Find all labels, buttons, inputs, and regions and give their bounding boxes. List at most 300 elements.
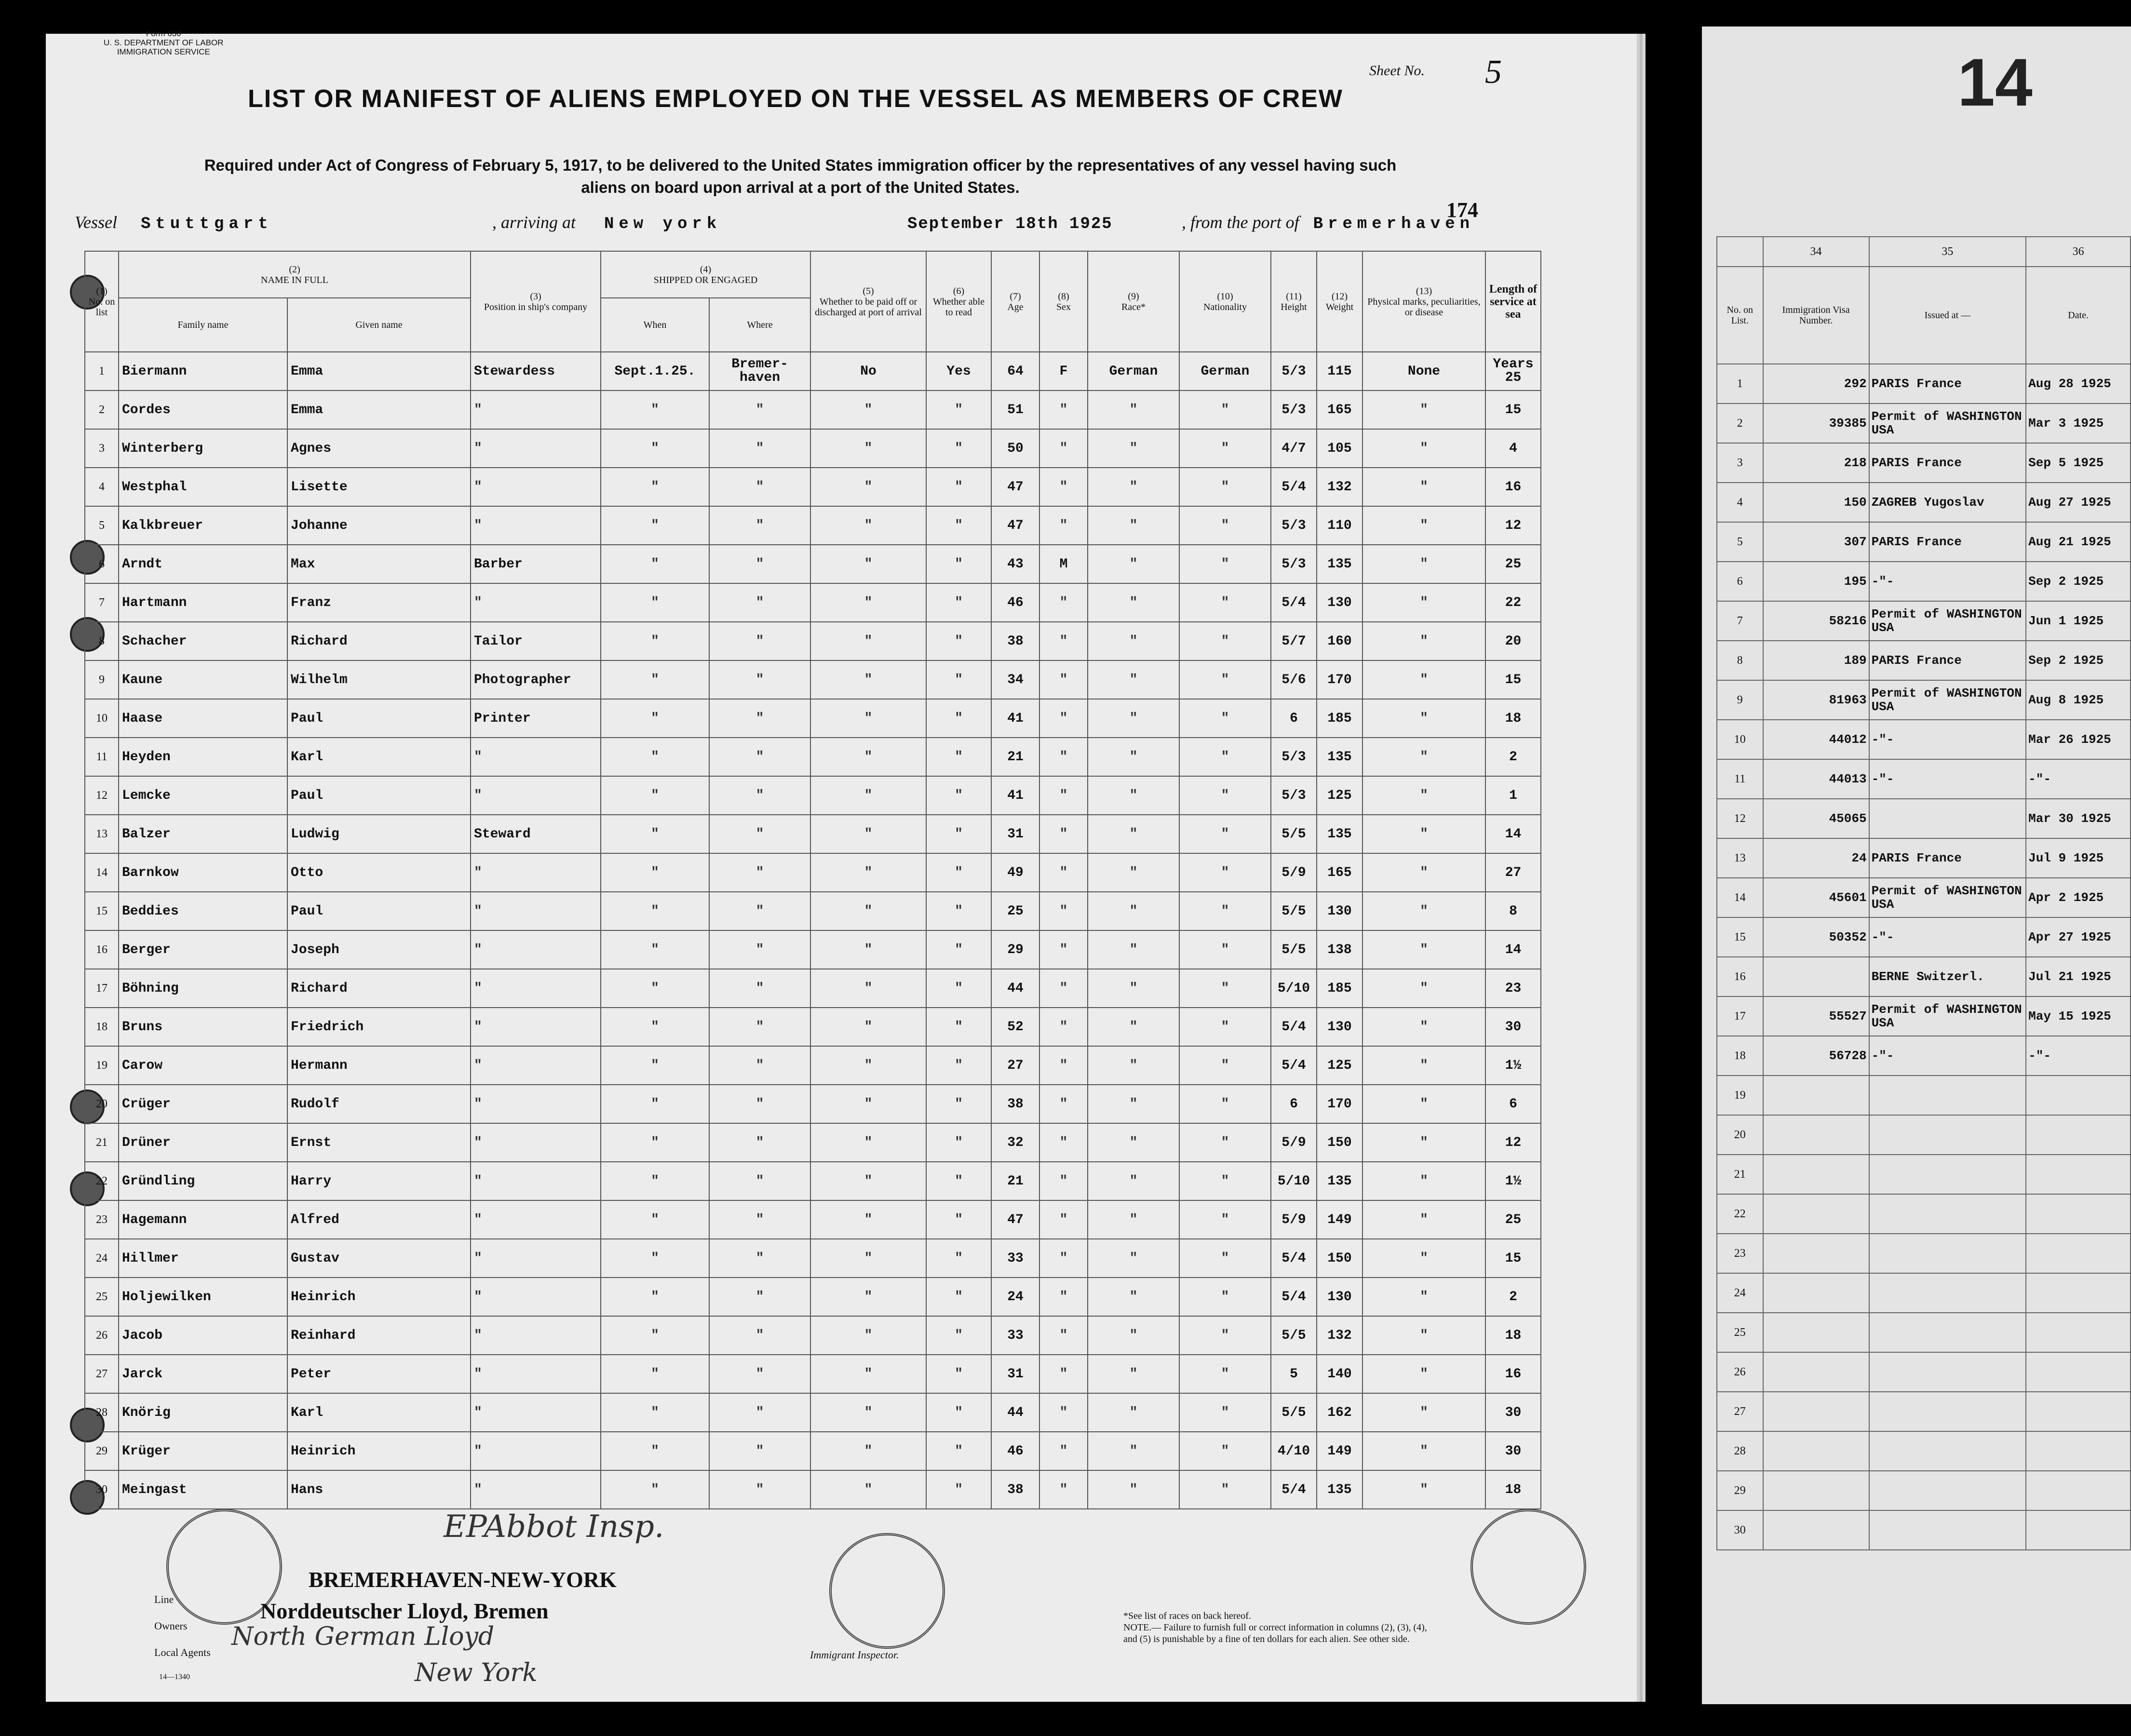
family-name-cell: Berger <box>119 930 287 969</box>
shipped-where-cell: " <box>709 390 810 429</box>
able-to-read-cell: " <box>926 1432 991 1470</box>
age-cell: 49 <box>991 853 1039 892</box>
issued-at-cell: Permit of WASHINGTON USA <box>1869 878 2026 917</box>
visa-table <box>1716 236 2131 1550</box>
shipped-when-cell: Sept.1.25. <box>601 352 709 390</box>
given-name-cell: Franz <box>287 583 471 622</box>
race-cell: " <box>1088 815 1179 853</box>
list-number-cell: 10 <box>85 699 119 738</box>
issued-at-cell: ZAGREB Yugoslav <box>1869 483 2026 522</box>
shipped-where-cell: " <box>709 738 810 776</box>
table-row <box>85 1316 1541 1355</box>
paid-off-cell: " <box>810 815 926 853</box>
marks-cell: " <box>1362 468 1485 506</box>
weight-cell: 135 <box>1317 1470 1362 1509</box>
visa-date-cell: -"- <box>2026 1036 2131 1076</box>
position-cell: " <box>471 853 601 892</box>
height-cell: 5/4 <box>1271 468 1317 506</box>
age-cell: 47 <box>991 506 1039 545</box>
visa-row <box>1717 483 2131 522</box>
position-cell: Steward <box>471 815 601 853</box>
given-name-header: Given name <box>287 298 471 352</box>
col-name-header: (2) NAME IN FULL <box>119 251 471 298</box>
col-nationality-header: (10) Nationality <box>1179 251 1271 352</box>
nationality-cell: " <box>1179 892 1271 930</box>
marks-cell: " <box>1362 1355 1485 1393</box>
vessel-name: Stuttgart <box>140 215 273 233</box>
issued-at-cell: -"- <box>1869 759 2026 799</box>
service-cell: 1½ <box>1485 1046 1541 1085</box>
able-to-read-cell: " <box>926 853 991 892</box>
service-cell: 30 <box>1485 1393 1541 1432</box>
service-cell: 12 <box>1485 506 1541 545</box>
shipped-where-cell: " <box>709 1278 810 1316</box>
race-cell: " <box>1088 738 1179 776</box>
table-row <box>85 1085 1541 1123</box>
shipped-where-cell: " <box>709 1470 810 1509</box>
visa-row <box>1717 443 2131 483</box>
table-row <box>85 429 1541 468</box>
service-cell: 8 <box>1485 892 1541 930</box>
able-to-read-cell: " <box>926 930 991 969</box>
issued-at-cell: PARIS France <box>1869 522 2026 562</box>
race-cell: " <box>1088 969 1179 1008</box>
visa-list-no-cell: 20 <box>1717 1115 1763 1155</box>
race-cell: " <box>1088 468 1179 506</box>
family-name-cell: Schacher <box>119 622 287 660</box>
weight-cell: 170 <box>1317 660 1362 699</box>
visa-date-cell <box>2026 1194 2131 1234</box>
given-name-cell: Karl <box>287 1393 471 1432</box>
visa-date-cell: Mar 30 1925 <box>2026 799 2131 838</box>
shipped-when-cell: " <box>601 1316 709 1355</box>
shipped-where-cell: " <box>709 1393 810 1432</box>
weight-cell: 185 <box>1317 969 1362 1008</box>
race-cell: " <box>1088 892 1179 930</box>
table-row <box>85 545 1541 583</box>
age-cell: 24 <box>991 1278 1039 1316</box>
nationality-cell: " <box>1179 815 1271 853</box>
paid-off-cell: " <box>810 969 926 1008</box>
marks-cell: " <box>1362 853 1485 892</box>
visa-date-cell: Jul 9 1925 <box>2026 838 2131 878</box>
given-name-cell: Richard <box>287 969 471 1008</box>
service-cell: 2 <box>1485 1278 1541 1316</box>
marks-cell: " <box>1362 930 1485 969</box>
col-service-header: Length of service at sea <box>1485 251 1541 352</box>
weight-cell: 185 <box>1317 699 1362 738</box>
able-to-read-cell: " <box>926 1278 991 1316</box>
visa-row <box>1717 1194 2131 1234</box>
service-cell: 18 <box>1485 1470 1541 1509</box>
age-cell: 41 <box>991 776 1039 815</box>
height-cell: 5/3 <box>1271 506 1317 545</box>
race-cell: " <box>1088 1239 1179 1278</box>
col-paid-header: (5) Whether to be paid off or discharged at port of arrival <box>810 251 926 352</box>
paid-off-cell: " <box>810 699 926 738</box>
marks-cell: " <box>1362 1046 1485 1085</box>
paid-off-cell: " <box>810 583 926 622</box>
age-cell: 46 <box>991 1432 1039 1470</box>
visa-number-cell <box>1763 1510 1869 1550</box>
shipped-when-cell: " <box>601 1470 709 1509</box>
race-cell: " <box>1088 853 1179 892</box>
issued-at-cell <box>1869 1273 2026 1313</box>
age-cell: 44 <box>991 969 1039 1008</box>
crew-table <box>84 251 1541 1509</box>
issued-at-cell: -"- <box>1869 562 2026 601</box>
visa-row <box>1717 1115 2131 1155</box>
marks-cell: " <box>1362 969 1485 1008</box>
nationality-cell: " <box>1179 853 1271 892</box>
visa-list-no-cell: 22 <box>1717 1194 1763 1234</box>
visa-row <box>1717 1471 2131 1510</box>
table-row <box>85 930 1541 969</box>
position-cell: " <box>471 468 601 506</box>
visa-number-cell <box>1763 1273 1869 1313</box>
visa-number-cell: 44013 <box>1763 759 1869 799</box>
height-cell: 5/3 <box>1271 390 1317 429</box>
service-cell: 30 <box>1485 1008 1541 1046</box>
able-to-read-cell: " <box>926 815 991 853</box>
weight-cell: 165 <box>1317 853 1362 892</box>
height-cell: 5/5 <box>1271 1393 1317 1432</box>
race-cell: " <box>1088 1046 1179 1085</box>
visa-row <box>1717 1234 2131 1273</box>
family-name-cell: Knörig <box>119 1393 287 1432</box>
height-cell: 5 <box>1271 1355 1317 1393</box>
shipped-when-cell: " <box>601 815 709 853</box>
able-to-read-cell: " <box>926 390 991 429</box>
shipped-where-cell: " <box>709 429 810 468</box>
family-name-cell: Cordes <box>119 390 287 429</box>
visa-date-cell: Aug 27 1925 <box>2026 483 2131 522</box>
col-marks-header: (13) Physical marks, peculiarities, or disease <box>1362 251 1485 352</box>
age-cell: 47 <box>991 468 1039 506</box>
table-row <box>85 622 1541 660</box>
race-cell: " <box>1088 1008 1179 1046</box>
family-name-cell: Kaune <box>119 660 287 699</box>
paid-off-cell: " <box>810 1316 926 1355</box>
shipped-when-cell: " <box>601 390 709 429</box>
race-cell: " <box>1088 1278 1179 1316</box>
table-row <box>85 1046 1541 1085</box>
weight-cell: 135 <box>1317 738 1362 776</box>
list-number-cell: 2 <box>85 390 119 429</box>
visa-row <box>1717 522 2131 562</box>
shipped-where-cell: Bremer- haven <box>709 352 810 390</box>
marks-cell: " <box>1362 390 1485 429</box>
paid-off-cell: " <box>810 390 926 429</box>
age-cell: 43 <box>991 545 1039 583</box>
issued-at-cell: PARIS France <box>1869 364 2026 404</box>
visa-list-no-cell: 30 <box>1717 1510 1763 1550</box>
race-cell: German <box>1088 352 1179 390</box>
visa-number-cell: 45601 <box>1763 878 1869 917</box>
nationality-cell: " <box>1179 1008 1271 1046</box>
list-number-cell: 9 <box>85 660 119 699</box>
shipped-where-cell: " <box>709 853 810 892</box>
weight-cell: 170 <box>1317 1085 1362 1123</box>
table-row <box>85 738 1541 776</box>
shipped-when-cell: " <box>601 1046 709 1085</box>
visa-list-no-cell: 2 <box>1717 404 1763 443</box>
able-to-read-cell: " <box>926 468 991 506</box>
height-cell: 5/10 <box>1271 1162 1317 1200</box>
family-name-cell: Biermann <box>119 352 287 390</box>
paid-off-cell: " <box>810 1008 926 1046</box>
from-label: , from the port of <box>1182 213 1299 232</box>
service-cell: 2 <box>1485 738 1541 776</box>
given-name-cell: Paul <box>287 892 471 930</box>
sex-cell: " <box>1039 1200 1088 1239</box>
shipped-when-cell: " <box>601 545 709 583</box>
height-cell: 5/4 <box>1271 1278 1317 1316</box>
visa-date-cell: Aug 28 1925 <box>2026 364 2131 404</box>
date-header: Date. <box>2026 267 2131 364</box>
visa-row <box>1717 364 2131 404</box>
issued-at-cell: -"- <box>1869 917 2026 957</box>
marks-cell: " <box>1362 1393 1485 1432</box>
subtitle-line: Required under Act of Congress of February 5, 1917, to be delivered to the United States immigration officer by the representatives of any vessel having such <box>204 156 1397 174</box>
weight-cell: 135 <box>1317 815 1362 853</box>
weight-cell: 135 <box>1317 545 1362 583</box>
race-cell: " <box>1088 930 1179 969</box>
shipped-when-cell: " <box>601 699 709 738</box>
marks-cell: " <box>1362 892 1485 930</box>
issued-at-cell <box>1869 1076 2026 1115</box>
race-cell: " <box>1088 506 1179 545</box>
paid-off-cell: " <box>810 1278 926 1316</box>
race-cell: " <box>1088 622 1179 660</box>
col-height-header: (11) Height <box>1271 251 1317 352</box>
visa-date-cell <box>2026 1273 2131 1313</box>
given-name-cell: Reinhard <box>287 1316 471 1355</box>
shipped-where-cell: " <box>709 892 810 930</box>
visa-number-cell <box>1763 1234 1869 1273</box>
position-cell: Printer <box>471 699 601 738</box>
age-cell: 46 <box>991 583 1039 622</box>
paid-off-cell: " <box>810 1162 926 1200</box>
table-row <box>85 776 1541 815</box>
visa-list-no-cell: 28 <box>1717 1431 1763 1471</box>
visa-list-no-cell: 11 <box>1717 759 1763 799</box>
given-name-cell: Emma <box>287 352 471 390</box>
shipped-where-cell: " <box>709 1008 810 1046</box>
table-row <box>85 1355 1541 1393</box>
sex-cell: " <box>1039 1046 1088 1085</box>
service-cell <box>1485 352 1541 390</box>
shipped-where-cell: " <box>709 969 810 1008</box>
given-name-cell: Richard <box>287 622 471 660</box>
col-weight-header: (12) Weight <box>1317 251 1362 352</box>
visa-number-cell <box>1763 1471 1869 1510</box>
nationality-cell: " <box>1179 429 1271 468</box>
visa-number-cell: 292 <box>1763 364 1869 404</box>
paid-off-cell: " <box>810 1432 926 1470</box>
service-cell: 16 <box>1485 1355 1541 1393</box>
table-row <box>85 352 1541 390</box>
shipped-when-cell: " <box>601 853 709 892</box>
issued-at-cell: -"- <box>1869 1036 2026 1076</box>
visa-list-no-cell: 13 <box>1717 838 1763 878</box>
col-shipped-header: (4) SHIPPED OR ENGAGED <box>601 251 810 298</box>
paid-off-cell: " <box>810 1046 926 1085</box>
issued-at-cell <box>1869 1392 2026 1431</box>
shipped-when-cell: " <box>601 1008 709 1046</box>
shipped-when-cell: " <box>601 738 709 776</box>
paid-off-cell: " <box>810 429 926 468</box>
table-row <box>85 1470 1541 1509</box>
visa-list-no-cell: 10 <box>1717 720 1763 759</box>
visa-number-header: Immigration Visa Number. <box>1763 267 1869 364</box>
list-number-cell: 18 <box>85 1008 119 1046</box>
age-cell: 38 <box>991 1470 1039 1509</box>
sex-cell: " <box>1039 583 1088 622</box>
marks-cell: " <box>1362 545 1485 583</box>
shipped-where-cell: " <box>709 660 810 699</box>
marks-cell: " <box>1362 1470 1485 1509</box>
visa-number-cell: 55527 <box>1763 996 1869 1036</box>
able-to-read-cell: " <box>926 429 991 468</box>
able-to-read-cell: " <box>926 892 991 930</box>
race-cell: " <box>1088 429 1179 468</box>
visa-list-no-cell: 8 <box>1717 641 1763 680</box>
list-number-cell: 19 <box>85 1046 119 1085</box>
visa-number-cell: 150 <box>1763 483 1869 522</box>
shipped-where-cell: " <box>709 1200 810 1239</box>
arrival-port: New york <box>604 215 722 233</box>
sex-cell: " <box>1039 1278 1088 1316</box>
given-name-cell: Hans <box>287 1470 471 1509</box>
visa-date-cell: Mar 26 1925 <box>2026 720 2131 759</box>
visa-list-no-cell: 25 <box>1717 1313 1763 1352</box>
shipped-when-cell: " <box>601 1432 709 1470</box>
position-cell: " <box>471 969 601 1008</box>
paid-off-cell: " <box>810 622 926 660</box>
shipped-where-cell: " <box>709 506 810 545</box>
visa-row <box>1717 1431 2131 1471</box>
sex-cell: " <box>1039 969 1088 1008</box>
marks-cell: " <box>1362 506 1485 545</box>
able-to-read-cell: " <box>926 1008 991 1046</box>
table-row <box>85 1200 1541 1239</box>
table-row <box>85 390 1541 429</box>
given-name-cell: Ernst <box>287 1123 471 1162</box>
service-cell: 15 <box>1485 1239 1541 1278</box>
height-cell: 5/3 <box>1271 545 1317 583</box>
shipped-where-cell: " <box>709 583 810 622</box>
table-row <box>85 583 1541 622</box>
issued-at-cell <box>1869 1155 2026 1194</box>
visa-list-no-cell: 5 <box>1717 522 1763 562</box>
position-cell: " <box>471 1123 601 1162</box>
shipped-where-cell: " <box>709 545 810 583</box>
visa-list-no-cell: 16 <box>1717 957 1763 996</box>
issued-at-cell <box>1869 1352 2026 1392</box>
sex-cell: " <box>1039 892 1088 930</box>
service-cell: 14 <box>1485 930 1541 969</box>
visa-number-cell: 81963 <box>1763 680 1869 720</box>
visa-row <box>1717 641 2131 680</box>
position-cell: " <box>471 1355 601 1393</box>
sex-cell: " <box>1039 1393 1088 1432</box>
paid-off-cell: " <box>810 468 926 506</box>
paid-off-cell: " <box>810 776 926 815</box>
page-title: LIST OR MANIFEST OF ALIENS EMPLOYED ON THE VESSEL AS MEMBERS OF CREW <box>248 85 1343 113</box>
service-cell: 22 <box>1485 583 1541 622</box>
col-age-header: (7) Age <box>991 251 1039 352</box>
shipped-where-cell: " <box>709 468 810 506</box>
list-number-cell: 20 <box>85 1085 119 1123</box>
footnote: *See list of races on back hereof. NOTE.— Failure to furnish full or correct information in columns (2), (3), (4), and (5) is punishable by a fine of ten dollars for each alien. See other side. <box>1123 1611 1427 1644</box>
sex-cell: " <box>1039 1162 1088 1200</box>
service-cell: 1 <box>1485 776 1541 815</box>
visa-list-no-cell: 7 <box>1717 601 1763 641</box>
marks-cell: " <box>1362 622 1485 660</box>
weight-cell: 135 <box>1317 1162 1362 1200</box>
weight-cell: 130 <box>1317 892 1362 930</box>
age-cell: 38 <box>991 622 1039 660</box>
height-cell: 5/4 <box>1271 1008 1317 1046</box>
weight-cell: 105 <box>1317 429 1362 468</box>
visa-row <box>1717 404 2131 443</box>
visa-row <box>1717 1076 2131 1115</box>
marks-cell: " <box>1362 1200 1485 1239</box>
shipped-when-cell: " <box>601 1239 709 1278</box>
service-cell: 25 <box>1485 1200 1541 1239</box>
table-row <box>85 815 1541 853</box>
marks-cell: " <box>1362 776 1485 815</box>
height-cell: 5/7 <box>1271 622 1317 660</box>
family-name-cell: Beddies <box>119 892 287 930</box>
table-row <box>85 1123 1541 1162</box>
sex-cell: " <box>1039 468 1088 506</box>
shipped-when-cell: " <box>601 776 709 815</box>
able-to-read-cell: " <box>926 1200 991 1239</box>
service-cell: 23 <box>1485 969 1541 1008</box>
list-number-cell: 6 <box>85 545 119 583</box>
position-cell: " <box>471 1200 601 1239</box>
paid-off-cell: " <box>810 660 926 699</box>
position-cell: " <box>471 1046 601 1085</box>
position-cell: " <box>471 429 601 468</box>
list-number-cell: 4 <box>85 468 119 506</box>
subtitle-line: aliens on board upon arrival at a port of the United States. <box>581 178 1020 196</box>
race-cell: " <box>1088 699 1179 738</box>
visa-date-cell <box>2026 1471 2131 1510</box>
nationality-cell: " <box>1179 545 1271 583</box>
race-cell: " <box>1088 1200 1179 1239</box>
visa-date-cell <box>2026 1076 2131 1115</box>
form-code: 14—1340 <box>159 1673 190 1681</box>
height-cell: 5/4 <box>1271 1239 1317 1278</box>
service-cell: 1½ <box>1485 1162 1541 1200</box>
nationality-cell: " <box>1179 930 1271 969</box>
height-cell: 4/7 <box>1271 429 1317 468</box>
given-name-cell: Max <box>287 545 471 583</box>
marks-cell: " <box>1362 815 1485 853</box>
service-cell: 12 <box>1485 1123 1541 1162</box>
line-label: Line <box>154 1593 174 1605</box>
colnum-35: 35 <box>1869 237 2026 267</box>
height-cell: 5/3 <box>1271 352 1317 390</box>
shipped-when-cell: " <box>601 1278 709 1316</box>
marks-cell: " <box>1362 429 1485 468</box>
family-name-cell: Heyden <box>119 738 287 776</box>
issued-at-cell <box>1869 799 2026 838</box>
family-name-header: Family name <box>119 298 287 352</box>
